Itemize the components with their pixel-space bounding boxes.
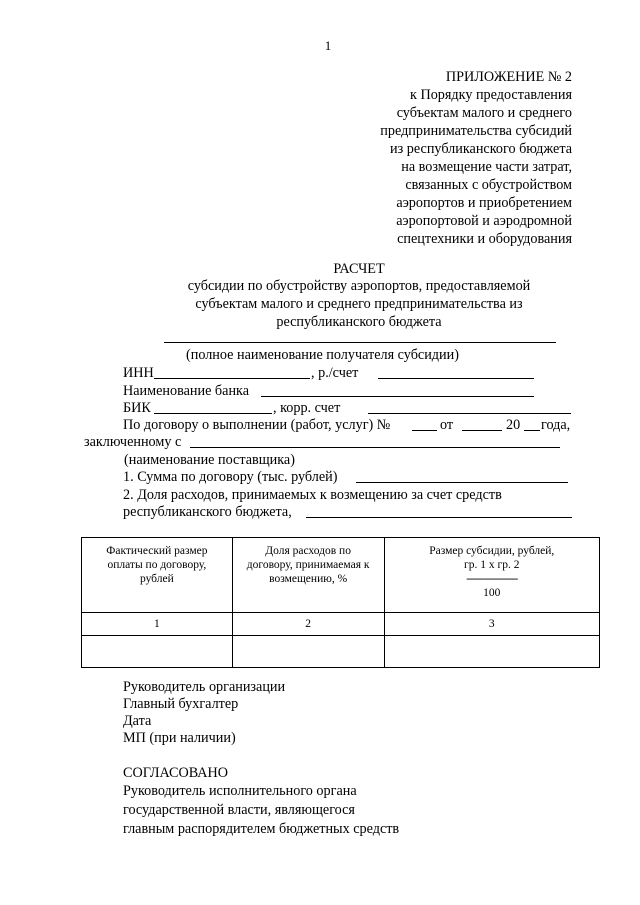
page-number: 1 [324, 38, 332, 53]
subtitle-line: субъектам малого и среднего предпринимательства из [195, 296, 523, 312]
recipient-caption: (полное наименование получателя субсидии) [186, 347, 459, 363]
table-number-row [82, 613, 600, 636]
share-field[interactable] [306, 517, 572, 518]
table-header-row [82, 538, 600, 613]
item2-label: 2. Доля расходов, принимаемых к возмещению за счет средств [123, 487, 502, 503]
expense-share-cell[interactable] [232, 636, 384, 668]
signature-head: Руководитель организации [123, 679, 286, 695]
signature-date: Дата [123, 713, 152, 729]
bik-label: БИК [123, 400, 151, 416]
bank-field[interactable] [261, 396, 534, 397]
subtitle-line: республиканского бюджета [276, 314, 442, 330]
subsidy-amount-cell[interactable] [384, 636, 600, 668]
appendix-line: предпринимательства субсидий [380, 123, 572, 139]
appendix-line: связанных с обустройством [405, 177, 572, 193]
appendix-line: спецтехники и оборудования [397, 231, 572, 247]
contract-year-label: 20 [506, 417, 521, 433]
supplier-field[interactable] [190, 447, 560, 448]
concluded-with-label: заключенному с [84, 434, 182, 450]
item2-label-continued: республиканского бюджета, [123, 504, 292, 520]
header-subsidy-amount: Размер субсидии, рублей, гр. 1 х гр. 2 ------------------ 100 [384, 538, 600, 613]
header-expense-share: Доля расходов по договору, принимаемая к возмещению, % [232, 538, 384, 613]
signature-accountant: Главный бухгалтер [123, 696, 239, 712]
approval-line: главным распорядителем бюджетных средств [123, 821, 400, 837]
supplier-caption: (наименование поставщика) [124, 452, 295, 468]
table-row [82, 636, 600, 668]
recipient-name-line[interactable] [164, 342, 556, 343]
contract-sum-field[interactable] [356, 482, 568, 483]
corr-account-field[interactable] [368, 413, 571, 414]
corr-account-label: , корр. счет [273, 400, 341, 416]
column-number: 1 [82, 613, 233, 636]
inn-field[interactable] [154, 378, 310, 379]
column-number: 2 [232, 613, 384, 636]
approval-line: Руководитель исполнительного органа [123, 783, 357, 799]
document-subtitle [0, 277, 640, 331]
account-field[interactable] [378, 378, 534, 379]
account-label: , р./счет [311, 365, 359, 381]
inn-label: ИНН [123, 365, 154, 381]
appendix-line: на возмещение части затрат, [401, 159, 572, 175]
appendix-title: ПРИЛОЖЕНИЕ № 2 [445, 69, 572, 85]
contract-year-field[interactable] [524, 430, 540, 431]
appendix-line: из республиканского бюджета [390, 141, 572, 157]
contract-from-label: от [440, 417, 454, 433]
appendix-line: аэропортов и приобретением [396, 195, 572, 211]
contract-number-field[interactable] [412, 430, 437, 431]
approval-line: государственной власти, являющегося [123, 802, 355, 818]
header-actual-payment: Фактический размер оплаты по договору, рублей [82, 538, 233, 613]
appendix-line: субъектам малого и среднего [396, 105, 572, 121]
appendix-line: к Порядку предоставления [410, 87, 572, 103]
subtitle-line: субсидии по обустройству аэропортов, предоставляемой [187, 278, 531, 294]
subsidy-calculation-table [81, 537, 600, 668]
column-number: 3 [384, 613, 600, 636]
contract-label: По договору о выполнении (работ, услуг) № [123, 417, 391, 433]
item1-label: 1. Сумма по договору (тыс. рублей) [123, 469, 338, 485]
signature-seal: МП (при наличии) [123, 730, 236, 746]
appendix-line: аэропортовой и аэродромной [396, 213, 572, 229]
bik-field[interactable] [154, 413, 272, 414]
actual-payment-cell[interactable] [82, 636, 233, 668]
contract-year-suffix: года, [541, 417, 571, 433]
appendix-block [242, 68, 572, 248]
approval-title: СОГЛАСОВАНО [123, 765, 229, 781]
contract-date-field[interactable] [462, 430, 502, 431]
bank-label: Наименование банка [123, 383, 250, 399]
document-title: РАСЧЕТ [333, 261, 385, 277]
